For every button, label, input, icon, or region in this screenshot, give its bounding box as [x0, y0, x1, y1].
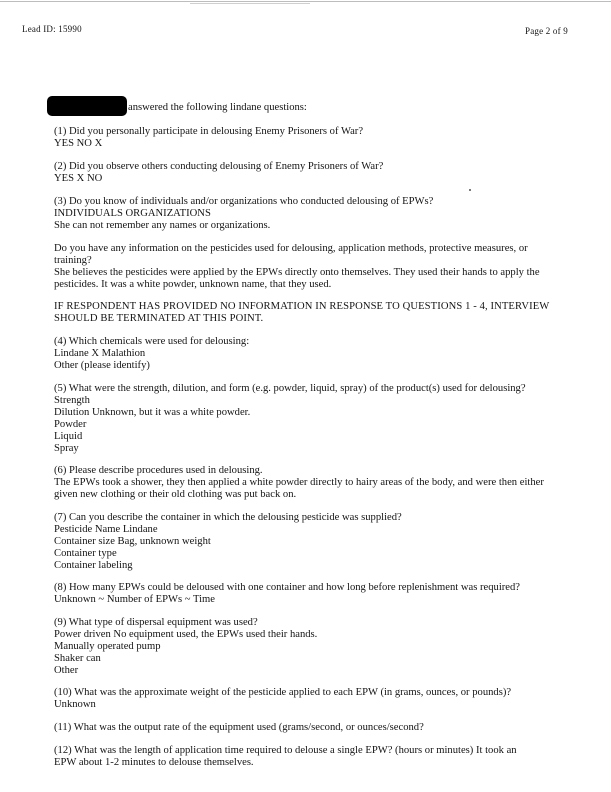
intro-text: answered the following lindane questions:: [128, 102, 307, 113]
answer-line: INDIVIDUALS ORGANIZATIONS: [54, 207, 211, 219]
section-q1: [54, 126, 534, 150]
question-text: (3) Do you know of individuals and/or organizations who conducted delousing of EPWs?: [54, 196, 434, 207]
answer-line: pesticides. It was a white powder, unknown name, that they used.: [54, 278, 332, 290]
answer-line: YES X NO: [54, 172, 103, 184]
section-q7: [54, 512, 534, 572]
section-q5: [54, 383, 534, 454]
answer-line: Manually operated pump: [54, 640, 161, 652]
section-q9: [54, 617, 534, 677]
answer-line: Container labeling: [54, 559, 133, 571]
page-number: Page 2 of 9: [525, 26, 568, 36]
question-text: (10) What was the approximate weight of the pesticide applied to each EPW (in grams, ounces, or pounds)?: [54, 687, 512, 698]
question-text: (5) What were the strength, dilution, and form (e.g. powder, liquid, spray) of the product(s) used for delousing?: [54, 383, 526, 394]
answer-line: Pesticide Name Lindane: [54, 523, 158, 535]
question-text: (8) How many EPWs could be deloused with one container and how long before replenishment was required?: [54, 582, 520, 593]
lead-id: Lead ID: 15990: [22, 24, 82, 34]
section-q2: [54, 161, 534, 185]
section-q6: [54, 465, 544, 501]
question-text: Do you have any information on the pesticides used for delousing, application methods, protective measures, or: [54, 243, 528, 254]
answer-line: Strength: [54, 394, 90, 406]
answer-line: Power driven No equipment used, the EPWs used their hands.: [54, 628, 318, 640]
question-text: (7) Can you describe the container in which the delousing pesticide was supplied?: [54, 512, 402, 523]
section-notice: [54, 301, 550, 325]
answer-line: Powder: [54, 418, 87, 430]
question-text: (6) Please describe procedures used in delousing.: [54, 465, 263, 476]
answer-line: SHOULD BE TERMINATED AT THIS POINT.: [54, 312, 264, 324]
answer-line: Shaker can: [54, 652, 101, 664]
question-text: IF RESPONDENT HAS PROVIDED NO INFORMATION IN RESPONSE TO QUESTIONS 1 - 4, INTERVIEW: [54, 301, 550, 312]
answer-line: Unknown ~ Number of EPWs ~ Time: [54, 593, 215, 605]
answer-line: EPW about 1-2 minutes to delouse themselves.: [54, 756, 254, 768]
scan-top-edge: [0, 1, 611, 2]
answer-line: She can not remember any names or organizations.: [54, 219, 271, 231]
answer-line: Container size Bag, unknown weight: [54, 535, 211, 547]
answer-line: YES NO X: [54, 137, 103, 149]
answer-line: Spray: [54, 442, 79, 454]
section-q11: [54, 722, 534, 734]
question-text: (9) What type of dispersal equipment was used?: [54, 617, 258, 628]
answer-line: Lindane X Malathion: [54, 347, 146, 359]
answer-line: Unknown: [54, 698, 96, 710]
answer-line: Other (please identify): [54, 359, 150, 371]
answer-line: She believes the pesticides were applied by the EPWs directly onto themselves. They used their hands to apply the: [54, 266, 540, 278]
question-text: (1) Did you personally participate in delousing Enemy Prisoners of War?: [54, 126, 364, 137]
question-text: (2) Did you observe others conducting delousing of Enemy Prisoners of War?: [54, 161, 384, 172]
answer-line: The EPWs took a shower, they then applied a white powder directly to hairy areas of the body, and were then either: [54, 476, 544, 488]
answer-line: Other: [54, 664, 79, 676]
section-q4: [54, 336, 534, 372]
scan-top-edge-mark: [190, 3, 310, 4]
answer-line: Liquid: [54, 430, 83, 442]
redacted-name: [47, 96, 127, 116]
question-text: (4) Which chemicals were used for delousing:: [54, 336, 250, 347]
answer-line: Dilution Unknown, but it was a white powder.: [54, 406, 251, 418]
section-pest: [54, 243, 540, 291]
scan-speck: [469, 189, 471, 191]
section-q3: [54, 196, 534, 232]
section-q8: [54, 582, 534, 606]
question-text: (12) What was the length of application time required to delouse a single EPW? (hours or minutes) It took an: [54, 745, 517, 756]
section-q12: [54, 745, 534, 769]
section-q10: [54, 687, 534, 711]
answer-line: training?: [54, 254, 92, 266]
answer-line: given new clothing or their old clothing was put back on.: [54, 488, 297, 500]
question-text: (11) What was the output rate of the equipment used (grams/second, or ounces/second?: [54, 722, 424, 733]
answer-line: Container type: [54, 547, 117, 559]
